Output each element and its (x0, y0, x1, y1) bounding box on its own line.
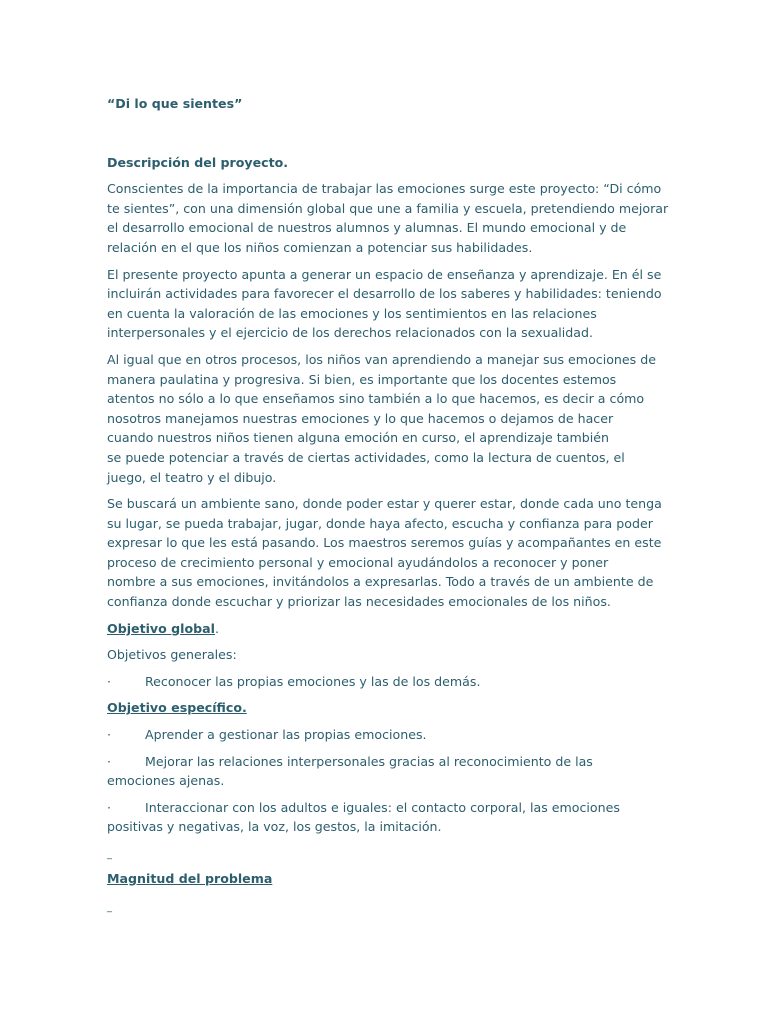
bullet-icon: · (107, 727, 112, 743)
section-heading-objetivo-especifico: Objetivo específico. (107, 700, 247, 716)
document-page (107, 86, 669, 913)
bullet-icon: · (107, 673, 112, 689)
list-item: · Reconocer las propias emociones y las de los demás. (107, 672, 663, 692)
section-heading-objetivo-global: Objetivo global. (107, 620, 219, 636)
underscore-mark: _ (107, 901, 112, 913)
paragraph-3: Al igual que en otros procesos, los niños van aprendiendo a manejar sus emociones de manera paulatina y progresiva. Si bien, es importante que los docentes estemos atentos no sólo a lo que enseñamos sino también a lo que hacemos, es decir a cómo nosotros manejamos nuestras emociones y lo que hacemos o dejamos de hacer cuando nuestros niños tienen alguna emoción en curso, el aprendizaje también se puede potenciar a través de ciertas actividades, como la lectura de cuentos, el juego, el teatro y el dibujo. (107, 351, 656, 485)
section-heading-description: Descripción del proyecto. (107, 154, 289, 170)
list-item-continuation: positivas y negativas, la voz, los gestos, la imitación. (107, 819, 442, 835)
objetivos-generales-label: Objetivos generales: (107, 647, 237, 663)
section-heading-magnitud: Magnitud del problema (107, 871, 273, 886)
document-title: “Di lo que sientes” (107, 96, 243, 111)
spacer (107, 114, 663, 153)
list-item: · Interaccionar con los adultos e iguales: el contacto corporal, las emociones (107, 798, 663, 818)
bullet-icon: · (107, 753, 112, 769)
list-item: · Mejorar las relaciones interpersonales gracias al reconocimiento de las (107, 752, 663, 772)
paragraph-4: Se buscará un ambiente sano, donde poder estar y querer estar, donde cada uno tenga su lugar, se pueda trabajar, jugar, donde haya afecto, escucha y confianza para poder expresar lo que les está pasando. Los maestros seremos guías y acompañantes en este proceso de crecimiento personal y emocional ayudándolos a reconocer y poner nombre a sus emociones, invitándolos a expresarlas. Todo a través de un ambiente de confianza donde escuchar y priorizar las necesidades emocionales de los niños. (107, 496, 662, 610)
paragraph-2: El presente proyecto apunta a generar un espacio de enseñanza y aprendizaje. En él se incluirán actividades para favorecer el desarrollo de los saberes y habilidades: teniendo en cuenta la valoración de las emociones y los sentimientos en las relaciones interpersonales y el ejercicio de los derechos relacionados con la sexualidad. (107, 266, 662, 341)
list-item: · Aprender a gestionar las propias emociones. (107, 725, 663, 745)
bullet-icon: · (107, 799, 112, 815)
paragraph-1: Conscientes de la importancia de trabajar las emociones surge este proyecto: “Di cómo te sientes”, con una dimensión global que une a familia y escuela, pretendiendo mejorar el desarrollo emocional de nuestros alumnos y alumnas. El mundo emocional y de relación en el que los niños comienzan a potenciar sus habilidades. (107, 181, 669, 255)
underscore-mark: _ (107, 849, 112, 860)
list-item-continuation: emociones ajenas. (107, 773, 225, 789)
